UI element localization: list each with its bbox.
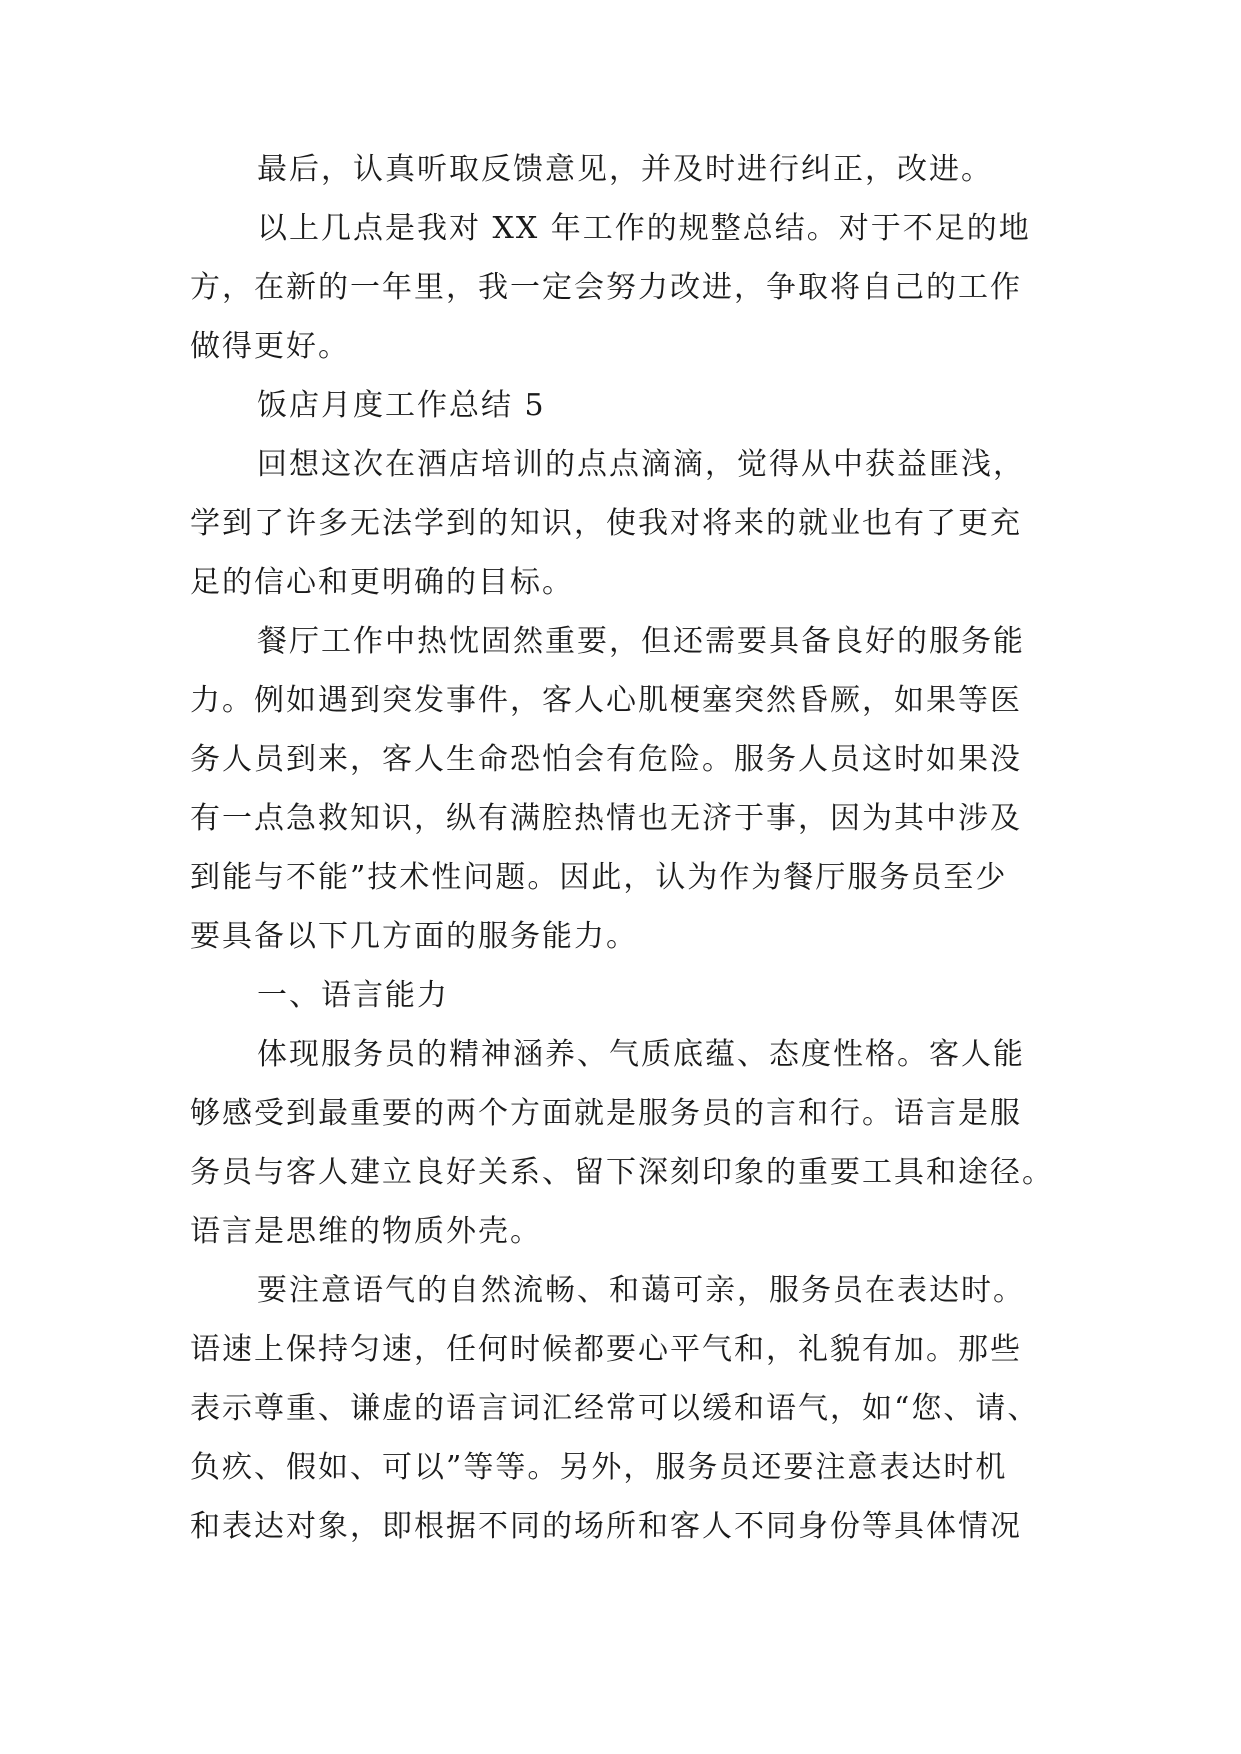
text-line: 务人员到来，客人生命恐怕会有危险。服务人员这时如果没	[190, 742, 1022, 777]
text-line: 做得更好。	[190, 329, 350, 364]
section-heading: 一、语言能力	[257, 978, 449, 1013]
text-line: 足的信心和更明确的目标。	[190, 565, 574, 600]
text-line: 语速上保持匀速，任何时候都要心平气和，礼貌有加。那些	[190, 1332, 1022, 1367]
text-line: 体现服务员的精神涵养、气质底蕴、态度性格。客人能	[257, 1037, 1025, 1072]
text-line: 负疚、假如、可以”等等。另外，服务员还要注意表达时机	[190, 1450, 1008, 1485]
text-line: 以上几点是我对 XX 年工作的规整总结。对于不足的地	[257, 211, 1031, 246]
text-line: 方，在新的一年里，我一定会努力改进，争取将自己的工作	[190, 270, 1022, 305]
section-heading: 饭店月度工作总结 5	[257, 388, 546, 423]
text-line: 最后，认真听取反馈意见，并及时进行纠正，改进。	[257, 152, 993, 187]
text-line: 学到了许多无法学到的知识，使我对将来的就业也有了更充	[190, 506, 1022, 541]
text-line: 语言是思维的物质外壳。	[190, 1214, 542, 1249]
text-line: 到能与不能”技术性问题。因此，认为作为餐厅服务员至少	[190, 860, 1008, 895]
text-line: 务员与客人建立良好关系、留下深刻印象的重要工具和途径。	[190, 1155, 1054, 1190]
text-line: 和表达对象，即根据不同的场所和客人不同身份等具体情况	[190, 1509, 1022, 1544]
text-line: 够感受到最重要的两个方面就是服务员的言和行。语言是服	[190, 1096, 1022, 1131]
text-line: 回想这次在酒店培训的点点滴滴，觉得从中获益匪浅，	[257, 447, 1025, 482]
text-line: 力。例如遇到突发事件，客人心肌梗塞突然昏厥，如果等医	[190, 683, 1022, 718]
text-line: 有一点急救知识，纵有满腔热情也无济于事，因为其中涉及	[190, 801, 1022, 836]
text-line: 表示尊重、谦虚的语言词汇经常可以缓和语气，如“您、请、	[190, 1391, 1040, 1426]
text-line: 要具备以下几方面的服务能力。	[190, 919, 638, 954]
text-line: 餐厅工作中热忱固然重要，但还需要具备良好的服务能	[257, 624, 1025, 659]
text-line: 要注意语气的自然流畅、和蔼可亲，服务员在表达时。	[257, 1273, 1025, 1308]
